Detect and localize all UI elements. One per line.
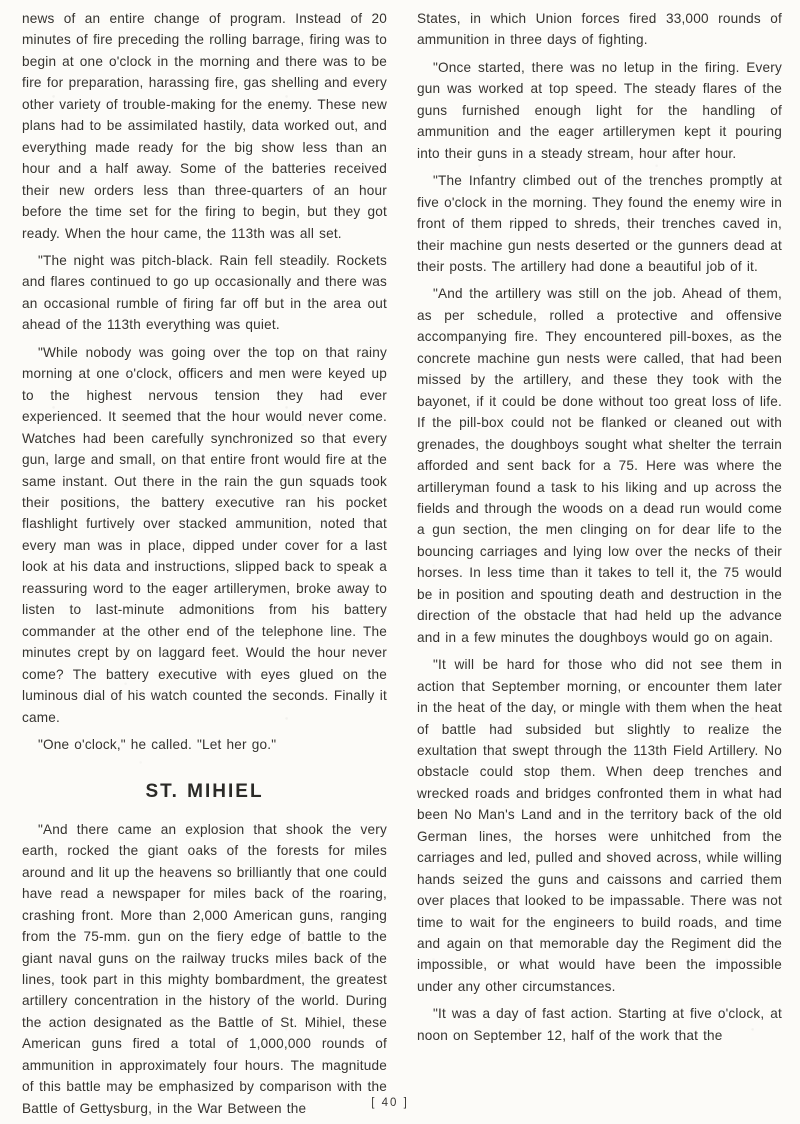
paragraph: "The night was pitch-black. Rain fell steadily. Rockets and flares continued to go up occasionally and there was an occasional rumble of firing far off but in the area out ahead of the 113th everything was quiet. xyxy=(22,252,387,333)
paragraph: "And there came an explosion that shook the very earth, rocked the giant oaks of the forests for miles around and lit up the heavens so brilliantly that one could have read a newspaper for miles back of the roaring, crashing front. More than 2,000 American guns, ranging from the 75-mm. gun on the fiery edge of battle to the giant naval guns on the railway trucks miles back of the lines, took part in this mighty bombardment, the greatest artillery concentration in the history of the world. During the action designated as the Battle of St. Mihiel, these American guns fired a total of 1,000,000 rounds of ammunition in approximately four hours. The magnitude of this battle may be emphasized by comparison with the Battle of Gettysburg, in the War Between the xyxy=(22,821,387,1116)
page-number: [ 40 ] xyxy=(371,1097,409,1109)
paragraph: "Once started, there was no letup in the firing. Every gun was worked at top speed. The steady flares of the guns furnished enough light for the handling of ammunition and the eager artillerymen kept it pouring into their guns in a steady stream, hour after hour. xyxy=(417,59,782,161)
paragraph: "And the artillery was still on the job. Ahead of them, as per schedule, rolled a protective and offensive accompanying fire. They encountered pill-boxes, as the concrete machine gun nests were called, that had been missed by the artillery, and these they took with the bayonet, if it could be done without too great loss of life. If the pill-box could not be flanked or cleaned out with grenades, the doughboys sought what shelter the terrain afforded and sent back for a 75. Here was where the artilleryman found a task to his liking and up across the fields and through the woods on a dead run would come a gun section, the men clinging on for dear life to the bouncing carriages and lying low over the necks of their horses. In less time than it takes to tell it, the 75 would be in position and spouting death and destruction in the direction of the obstacle that had held up the advance and in a few minutes the doughboys would go on again. xyxy=(417,286,782,645)
right-column xyxy=(417,8,782,1124)
paragraph: States, in which Union forces fired 33,000 rounds of ammunition in three days of fighting. xyxy=(417,11,782,48)
paragraph: "It will be hard for those who did not see them in action that September morning, or encounter them later in the heat of the day, or mingle with them when the heat of battle had subsided but slightly to realize the exultation that swept through the 113th Field Artillery. No obstacle could stop them. When deep trenches and wrecked roads and bridges confronted them in what had been No Man's Land and in the territory back of the old German lines, the horses were unhitched from the carriages and led, pulled and shoved across, while willing hands seized the guns and caissons and carried them over places that looked to be impassable. There was not time to wait for the engineers to build roads, and time and again on that memorable day the Regiment did the impossible, or what would have been the impossible under any other circumstances. xyxy=(417,657,782,994)
paragraph: news of an entire change of program. Instead of 20 minutes of fire preceding the rolling barrage, firing was to begin at one o'clock in the morning and there was to be fire for preparation, harassing fire, gas shelling and every other variety of trouble-making for the enemy. These new plans had to be assimilated hastily, data worked out, and everything made ready for the big show less than an hour and a half away. Some of the batteries received their new orders less than three-quarters of an hour before the time set for the firing to begin, but they got ready. When the hour came, the 113th was all set. xyxy=(22,11,387,241)
paragraph: "While nobody was going over the top on that rainy morning at one o'clock, officers and men were keyed up to the highest nervous tension they had ever experienced. It seemed that the hour would never come. Watches had been carefully synchronized so that every gun, large and small, on that entire front would fire at the same instant. Out there in the rain the gun squads took their positions, the battery executive ran his pocket flashlight furtively over stacked ammunition, noted that every man was in place, dipped under cover for a last look at his data and instructions, slipped back to speak a reassuring word to the eager artillerymen, broke away to listen to last-minute admonitions from his battery commander at the other end of the telephone line. The minutes crept by on laggard feet. Would the hour never come? The battery executive with eyes glued on the luminous dial of his watch counted the seconds. Finally it came. xyxy=(22,344,387,725)
left-column xyxy=(22,8,387,1124)
section-heading-st-mihiel: ST. MIHIEL xyxy=(145,781,264,803)
paragraph: "One o'clock," he called. "Let her go." xyxy=(38,736,277,752)
paragraph: "It was a day of fast action. Starting at five o'clock, at noon on September 12, half of the work that the xyxy=(417,1006,782,1043)
paragraph: "The Infantry climbed out of the trenches promptly at five o'clock in the morning. They found the enemy wire in front of them ripped to shreds, their trenches caved in, their machine gun nests deserted or the gunners dead at their posts. The artillery had done a beautiful job of it. xyxy=(417,173,782,274)
